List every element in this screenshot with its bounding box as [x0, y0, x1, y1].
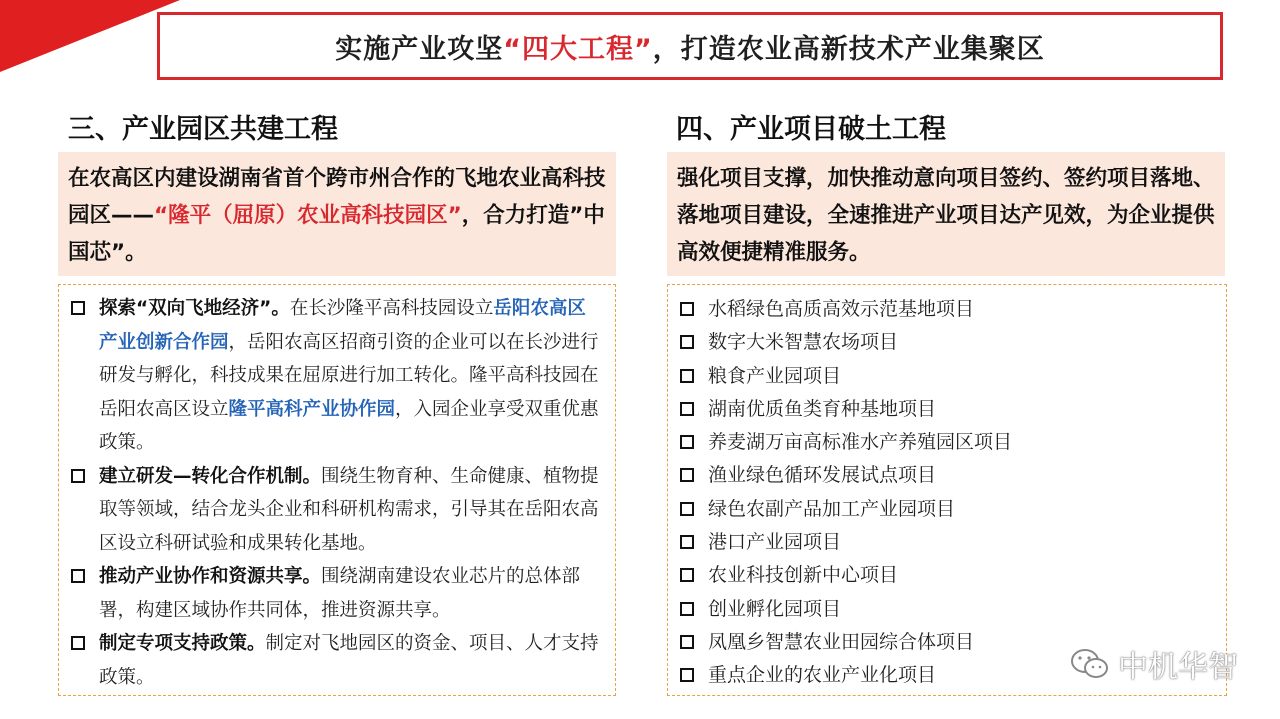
project-name: 绿色农副产品加工产业园项目: [708, 497, 956, 520]
item-highlight: 岳阳农高区产业创新合作园: [99, 298, 586, 353]
item-text: ，入园企业享受双重优惠政策。: [99, 398, 599, 453]
checkbox-square-icon: [680, 668, 694, 682]
list-item: [59, 560, 603, 627]
project-name: 港口产业园项目: [708, 531, 842, 554]
item-text: 在长沙隆平高科技园设立: [289, 298, 494, 319]
project-name: 渔业绿色循环发展试点项目: [708, 464, 937, 487]
title-highlight: “四大工程”: [503, 33, 653, 65]
item-text: ，岳阳农高区招商引资的企业可以在长沙进行研发与孵化，科技成果在屈原进行加工转化。隆平高科技园在岳阳农高区设立: [99, 331, 599, 420]
project-name: 凤凰乡智慧农业田园综合体项目: [708, 630, 975, 653]
checkbox-square-icon: [680, 502, 694, 516]
checkbox-square-icon: [71, 301, 85, 315]
project-name: 养麦湖万亩高标准水产养殖园区项目: [708, 431, 1013, 454]
page-title: [157, 12, 1223, 80]
wechat-icon: [1070, 647, 1110, 681]
left-intro-pre: 在农高区内建设湖南省首个跨市州合作的飞地农业高科技园区——: [68, 166, 606, 228]
item-text: 围绕生物育种、生命健康、植物提取等领域，结合龙头企业和科研机构需求，引导其在岳阳农高区设立科研试验和成果转化基地。: [99, 465, 599, 554]
watermark-text: 中机华智: [1118, 650, 1238, 685]
watermark: [1070, 642, 1238, 686]
checkbox-square-icon: [680, 335, 694, 349]
left-list: [58, 284, 616, 696]
checkbox-square-icon: [71, 636, 85, 650]
list-item: [59, 292, 603, 460]
list-item: [668, 426, 1218, 459]
left-heading: 三、产业园区共建工程: [68, 114, 338, 145]
checkbox-square-icon: [680, 535, 694, 549]
list-item: [668, 526, 1218, 559]
right-list: [667, 284, 1227, 696]
list-item: [59, 460, 603, 561]
right-heading: 四、产业项目破土工程: [676, 114, 946, 145]
right-intro: 强化项目支撑，加快推动意向项目签约、签约项目落地、落地项目建设，全速推进产业项目达产见效，为企业提供高效便捷精准服务。: [667, 152, 1225, 276]
title-pre: 实施产业攻坚: [335, 33, 504, 65]
checkbox-square-icon: [680, 302, 694, 316]
project-name: 农业科技创新中心项目: [708, 564, 899, 587]
list-item: [59, 627, 603, 694]
list-item: [668, 326, 1218, 359]
project-name: 创业孵化园项目: [708, 597, 842, 620]
left-intro-post: ，合力打造”中国芯”。: [68, 203, 605, 265]
item-title: 建立研发—转化合作机制。: [99, 465, 322, 487]
left-intro-highlight: “隆平（屈原）农业高科技园区”: [154, 203, 462, 228]
list-item: [668, 293, 1218, 326]
list-item: [668, 360, 1218, 393]
checkbox-square-icon: [680, 402, 694, 416]
project-name: 水稻绿色高质高效示范基地项目: [708, 298, 975, 320]
project-name: 湖南优质鱼类育种基地项目: [708, 397, 937, 420]
checkbox-square-icon: [680, 369, 694, 383]
item-text: 围绕湖南建设农业芯片的总体部署，构建区域协作共同体，推进资源共享。: [99, 566, 581, 621]
list-item: [668, 493, 1218, 526]
item-highlight: 隆平高科产业协作园: [228, 398, 396, 420]
item-text: 制定对飞地园区的资金、项目、人才支持政策。: [99, 633, 599, 688]
left-intro: [58, 152, 616, 276]
list-item: [668, 559, 1218, 592]
list-item: [668, 393, 1218, 426]
project-name: 重点企业的农业产业化项目: [708, 664, 937, 687]
item-title: 制定专项支持政策。: [99, 633, 266, 654]
project-name: 数字大米智慧农场项目: [708, 331, 899, 354]
checkbox-square-icon: [680, 435, 694, 449]
title-post: ，打造农业高新技术产业集聚区: [652, 33, 1045, 65]
project-name: 粮食产业园项目: [708, 364, 842, 387]
list-item: [668, 459, 1218, 492]
checkbox-square-icon: [680, 635, 694, 649]
item-title: 推动产业协作和资源共享。: [99, 566, 322, 587]
checkbox-square-icon: [680, 602, 694, 616]
list-item: [668, 593, 1218, 626]
checkbox-square-icon: [71, 469, 85, 483]
checkbox-square-icon: [71, 569, 85, 583]
corner-decoration: [0, 0, 180, 72]
item-title: 探索“双向飞地经济”。: [99, 298, 290, 319]
checkbox-square-icon: [680, 468, 694, 482]
checkbox-square-icon: [680, 568, 694, 582]
